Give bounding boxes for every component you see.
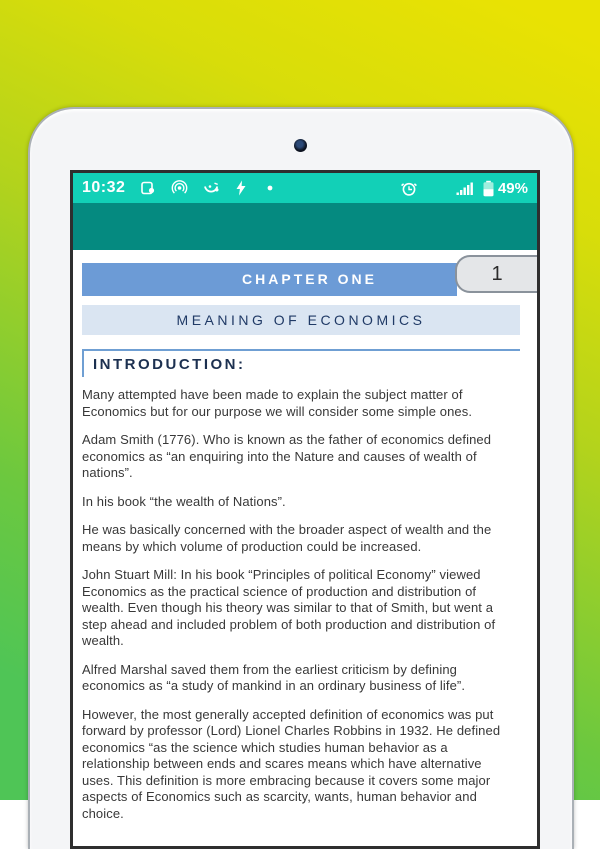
status-time: 10:32 <box>82 179 126 196</box>
status-bar <box>73 173 537 203</box>
battery-percent: 49% <box>497 179 528 197</box>
paragraph: He was basically concerned with the broader aspect of wealth and the means by which volume of production could be increased. <box>82 522 492 554</box>
page-number: 1 <box>491 262 503 285</box>
app-bar <box>73 203 537 250</box>
paragraph: In his book “the wealth of Nations”. <box>82 493 286 509</box>
page-number-tab <box>455 255 537 293</box>
paragraph: Adam Smith (1776). Who is known as the father of economics defined economics as “an enquiring into the Nature and causes of wealth of nations”. <box>82 432 492 480</box>
signal-icon <box>456 181 476 196</box>
alarm-icon <box>400 180 418 197</box>
body-text <box>82 387 515 822</box>
hotspot-icon <box>171 180 188 196</box>
tablet-device-frame <box>28 107 574 849</box>
document-page[interactable] <box>73 250 537 849</box>
chapter-header-row <box>73 250 537 296</box>
paragraph: Alfred Marshal saved them from the earliest criticism by defining economics as “a study of mankind in an ordinary business of life”. <box>82 661 466 693</box>
charging-icon <box>235 180 247 196</box>
paragraph: Many attempted have been made to explain the subject matter of Economics but for our purpose we will consider some simple ones. <box>82 387 473 419</box>
battery-icon <box>482 180 495 197</box>
payment-card-icon <box>140 180 157 196</box>
paragraph: However, the most generally accepted definition of economics was put forward by professor (Lord) Lionel Charles Robbins in 1932. He defined economics “as the science which studies human behavior as a relationship between ends and scares means which have alternative uses. This definition is more embracing because it covers some major aspects of Economics such as scarcity, wants, human behavior and choice. <box>82 706 501 821</box>
front-camera-icon <box>294 139 307 152</box>
document-title: MEANING OF ECONOMICS <box>82 305 520 335</box>
palm-gesture-icon <box>202 180 221 196</box>
chapter-heading: CHAPTER ONE <box>242 271 377 287</box>
section-heading-box <box>82 349 520 377</box>
section-heading: INTRODUCTION: <box>93 356 246 373</box>
notification-dot-icon <box>267 185 273 191</box>
device-screen <box>70 170 540 849</box>
paragraph: John Stuart Mill: In his book “Principles of political Economy” viewed Economics as the practical science of production and distribution of wealth. Even though his theory was similar to that of Smith, but went a step ahead and included problem of both production and distribution of wealth. <box>82 567 496 648</box>
